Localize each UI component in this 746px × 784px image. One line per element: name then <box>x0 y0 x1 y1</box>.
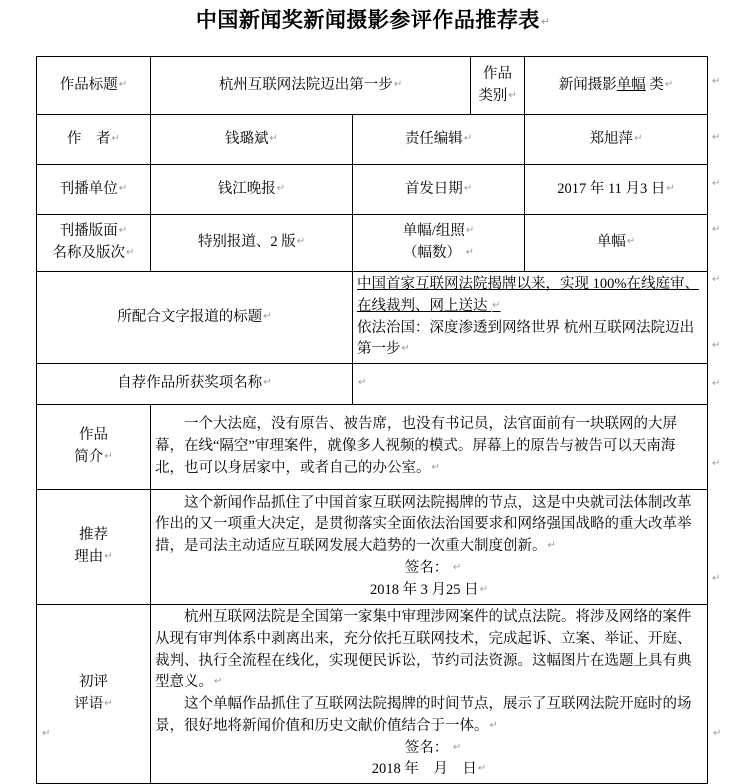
cell-value-awards[interactable] <box>353 364 708 405</box>
paragraph-mark-icon: ↵ <box>452 741 462 753</box>
cell-label-awards <box>37 364 353 405</box>
paragraph-mark-icon: ↵ <box>393 78 403 90</box>
paragraph-mark-icon: ↵ <box>465 225 475 237</box>
value-photo-count: 单幅 <box>596 234 626 251</box>
preliminary-review-signature-label: 签名： <box>404 739 449 756</box>
cell-value-edition[interactable] <box>151 215 353 272</box>
paragraph-mark-icon: ↵ <box>214 676 223 688</box>
table-row-awards <box>37 364 708 405</box>
cell-label-preliminary-review <box>37 605 151 784</box>
cell-value-recommendation[interactable] <box>151 490 708 605</box>
paragraph-mark-icon: ↵ <box>452 561 462 573</box>
preliminary-review-paragraph1: 杭州互联网法院是全国第一家集中审理涉网案件的试点法院。将涉及网络的案件从现有审判体系中剥离出来，充分依托互联网技术，完成起诉、立案、举证、开庭、裁判、执行全流程在线化，实现便民诉讼，节约司法资源。这幅图片在选题上具有典型意义。 <box>155 609 692 691</box>
paragraph-mark-icon: ↵ <box>712 340 721 351</box>
value-editor: 郑旭萍 <box>589 130 634 147</box>
preliminary-review-date-wrap[interactable] <box>155 759 703 781</box>
preliminary-review-paragraph2: 这个单幅作品抓住了互联网法院揭牌的时间节点，展示了互联网法院开庭时的场景，很好地将新闻价值和历史文献价值结合于一体。 <box>155 696 692 734</box>
label-recommendation-line1: 推荐 <box>79 527 108 544</box>
label-category-line2: 类别 <box>478 87 508 104</box>
label-publisher: 刊播单位 <box>59 180 118 197</box>
table-row-publisher <box>37 165 708 215</box>
accompanying-title-line2-wrap <box>357 318 703 362</box>
table-row-recommendation <box>37 490 708 605</box>
cell-value-author[interactable] <box>151 115 353 165</box>
cell-label-accompanying-title <box>37 272 353 364</box>
table-row-work-title <box>37 57 708 115</box>
paragraph-mark-icon: ↵ <box>463 182 473 194</box>
label-preliminary-review-line1: 初评 <box>79 674 108 691</box>
cell-label-publisher <box>37 165 151 215</box>
paragraph-mark-icon: ↵ <box>664 78 674 90</box>
label-category-line2-wrap <box>475 86 520 108</box>
recommendation-paragraph-wrap <box>155 493 703 558</box>
cell-value-category[interactable] <box>525 57 708 115</box>
paragraph-mark-icon: ↵ <box>296 236 306 248</box>
label-edition-line2: 名称及版次 <box>52 245 126 261</box>
paragraph-mark-icon: ↵ <box>42 728 51 739</box>
label-category-line1: 作品 <box>483 65 513 82</box>
paragraph-mark-icon: ↵ <box>465 247 475 258</box>
cell-value-preliminary-review[interactable] <box>151 605 708 784</box>
label-photo-count-line1-wrap <box>357 221 520 243</box>
label-accompanying-title: 所配合文字报道的标题 <box>117 308 263 325</box>
recommendation-date-wrap[interactable] <box>155 580 703 602</box>
paragraph-mark-icon: ↵ <box>111 132 120 144</box>
cell-value-photo-count[interactable] <box>525 215 708 272</box>
label-summary-line1: 作品 <box>79 427 108 444</box>
cell-label-author <box>37 115 151 165</box>
label-photo-count-line1: 单幅/组照 <box>402 223 465 240</box>
label-photo-count-line2-wrap <box>357 243 520 265</box>
cell-label-photo-count <box>353 215 525 272</box>
paragraph-mark-icon: ↵ <box>492 299 501 311</box>
cell-label-summary <box>37 405 151 490</box>
cell-label-recommendation <box>37 490 151 605</box>
label-publish-date: 首发日期 <box>404 180 463 197</box>
recommendation-signature-label: 签名： <box>404 559 449 576</box>
recommendation-paragraph: 这个新闻作品抓住了中国首家互联网法院揭牌的节点，这是中央就司法体制改革作出的又一项重大决定，是贯彻落实全面依法治国要求和网络强国战略的重大改革举措，是司法主动适应互联网发展大趋势的一次重大制度创新。 <box>155 494 692 555</box>
paragraph-mark-icon: ↵ <box>263 377 272 389</box>
summary-paragraph-wrap <box>155 414 703 479</box>
label-editor: 责任编辑 <box>404 130 463 147</box>
value-work-title: 杭州互联网法院迈出第一步 <box>218 76 393 93</box>
table-row-summary <box>37 405 708 490</box>
label-summary-line2: 简介 <box>74 449 104 465</box>
label-awards: 自荐作品所获奖项名称 <box>117 375 263 392</box>
paragraph-mark-icon: ↵ <box>269 132 278 144</box>
label-edition-line2-wrap <box>41 243 146 265</box>
paragraph-mark-icon: ↵ <box>713 728 722 739</box>
paragraph-mark-icon: ↵ <box>489 719 498 731</box>
paragraph-mark-icon: ↵ <box>118 78 128 90</box>
page-title-text: 中国新闻奖新闻摄影参评作品推荐表 <box>195 8 540 32</box>
paragraph-mark-icon: ↵ <box>463 132 473 144</box>
paragraph-mark-icon: ↵ <box>263 310 272 322</box>
cell-value-publisher[interactable] <box>151 165 353 215</box>
cell-label-category <box>471 57 525 115</box>
paragraph-mark-icon: ↵ <box>547 540 556 552</box>
accompanying-title-line2: 依法治国：深度渗透到网络世界 杭州互联网法院迈出第一步 <box>357 319 695 358</box>
label-edition-line1-wrap <box>41 221 146 243</box>
accompanying-title-line1-wrap <box>357 274 703 318</box>
table-row-edition <box>37 215 708 272</box>
paragraph-mark-icon: ↵ <box>712 573 721 584</box>
margin-paragraph-marks <box>712 0 742 752</box>
paragraph-mark-icon: ↵ <box>634 132 643 144</box>
cell-value-summary[interactable] <box>151 405 708 490</box>
preliminary-review-signature-wrap[interactable] <box>155 738 703 760</box>
value-category-prefix: 新闻摄影 <box>558 76 617 93</box>
cell-label-work-title <box>37 57 151 115</box>
paragraph-mark-icon: ↵ <box>104 451 113 462</box>
preliminary-review-paragraph2-wrap <box>155 694 703 738</box>
paragraph-mark-icon: ↵ <box>358 377 367 389</box>
cell-label-edition <box>37 215 151 272</box>
recommendation-form-table <box>36 56 708 784</box>
paragraph-mark-icon: ↵ <box>477 763 487 775</box>
paragraph-mark-icon: ↵ <box>104 698 113 709</box>
value-publish-date: 2017 年 11 月3 日 <box>557 180 666 197</box>
cell-value-accompanying-title[interactable] <box>353 272 708 364</box>
page-title <box>0 0 746 32</box>
label-preliminary-review-line2: 评语 <box>74 696 104 712</box>
paragraph-mark-icon: ↵ <box>712 224 721 235</box>
table-row-author <box>37 115 708 165</box>
value-category-type: 单幅 <box>616 76 646 93</box>
paragraph-mark-icon: ↵ <box>276 182 286 194</box>
paragraph-mark-icon: ↵ <box>666 182 675 194</box>
cell-value-publish-date[interactable] <box>525 165 708 215</box>
label-recommendation-line2-wrap <box>41 547 146 569</box>
paragraph-mark-icon: ↵ <box>712 132 721 143</box>
value-author: 钱璐斌 <box>225 130 269 147</box>
label-recommendation-line2: 理由 <box>74 549 104 565</box>
cell-label-publish-date <box>353 165 525 215</box>
label-summary-line2-wrap <box>41 447 146 469</box>
paragraph-mark-icon: ↵ <box>479 583 489 595</box>
label-photo-count-line2: （幅数） <box>403 245 461 261</box>
label-work-title: 作品标题 <box>59 76 118 93</box>
paragraph-mark-icon: ↵ <box>401 343 410 355</box>
paragraph-mark-icon: ↵ <box>712 178 721 189</box>
label-author: 作 者 <box>67 130 111 147</box>
paragraph-mark-icon: ↵ <box>712 458 721 469</box>
paragraph-mark-icon: ↵ <box>712 76 721 87</box>
table-row-preliminary-review <box>37 605 708 784</box>
paragraph-mark-icon: ↵ <box>118 225 128 237</box>
recommendation-signature-wrap[interactable] <box>155 558 703 580</box>
paragraph-mark-icon: ↵ <box>126 247 135 258</box>
recommendation-date: 2018 年 3 月25 日 <box>369 581 479 598</box>
value-edition: 特别报道、2 版 <box>197 234 296 251</box>
cell-label-editor <box>353 115 525 165</box>
paragraph-mark-icon: ↵ <box>712 378 721 389</box>
accompanying-title-line1: 中国首家互联网法院揭牌以来，实现 100%在线庭审、在线裁判、网上送达 <box>357 276 699 314</box>
cell-value-work-title[interactable] <box>151 57 471 115</box>
paragraph-mark-icon: ↵ <box>712 274 721 285</box>
paragraph-mark-icon: ↵ <box>118 182 128 194</box>
paragraph-mark-icon: ↵ <box>626 236 636 248</box>
paragraph-mark-icon: ↵ <box>508 89 517 101</box>
preliminary-review-paragraph1-wrap <box>155 607 703 694</box>
label-preliminary-review-line2-wrap <box>41 694 146 716</box>
value-publisher: 钱江晚报 <box>217 180 276 197</box>
paragraph-mark-icon: ↵ <box>540 15 551 28</box>
paragraph-mark-icon: ↵ <box>104 551 113 562</box>
label-edition-line1: 刊播版面 <box>59 223 118 240</box>
table-row-accompanying-title <box>37 272 708 364</box>
preliminary-review-date: 2018 年 月 日 <box>371 761 477 778</box>
cell-value-editor[interactable] <box>525 115 708 165</box>
summary-paragraph: 一个大法庭，没有原告、被告席，也没有书记员，法官面前有一块联网的大屏幕，在线“隔空”审理案件，就像多人视频的模式。屏幕上的原告与被告可以天南海北，也可以身居家中，或者自己的办公室。 <box>155 416 677 476</box>
value-category-suffix: 类 <box>649 76 664 93</box>
paragraph-mark-icon: ↵ <box>431 461 440 473</box>
